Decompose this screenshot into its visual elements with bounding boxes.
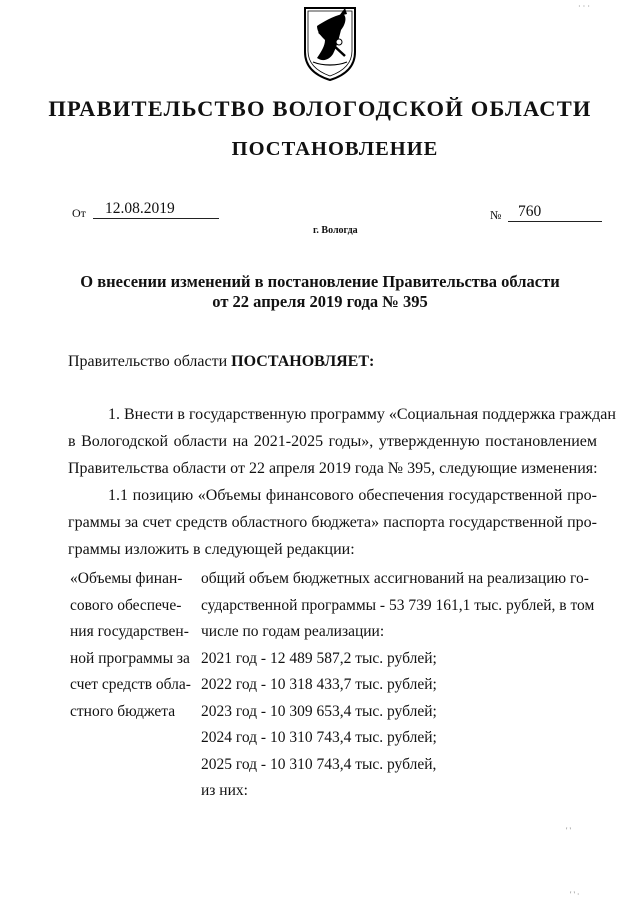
table-right-line: 2021 год - 12 489 587,2 тыс. рублей; [201,649,437,667]
decree-subject [0,272,640,312]
p1-line-2: в Вологодской области на 2021-2025 годы», утвержденную постановлением [68,433,597,450]
table-left-line: «Объемы финан- [70,570,183,587]
table-left-line: счет средств обла- [70,676,191,693]
decree-text: Правительство области [68,353,228,370]
table-left-line: стного бюджета [70,702,176,720]
p1-line-3: Правительства области от 22 апреля 2019 года № 395, следующие изменения: [68,460,598,477]
p2-line-1: 1.1 позицию «Объемы финансового обеспечения государственной про- [108,487,597,504]
p2-line-2: граммы за счет средств областного бюджета» паспорта государственной про- [68,514,597,531]
table-left-line: ной программы за [70,649,190,667]
table-left-column [70,566,191,725]
government-title: ПРАВИТЕЛЬСТВО ВОЛОГОДСКОЙ ОБЛАСТИ [48,96,592,121]
table-right-column [201,566,594,805]
subject-line-2: от 22 апреля 2019 года № 395 [212,292,428,311]
scan-mark: ' ' [566,826,571,835]
table-right-line: из них: [201,782,248,799]
p1-line-1: 1. Внести в государственную программу «Социальная поддержка граждан [108,406,616,423]
document-type: ПОСТАНОВЛЕНИЕ [231,138,439,160]
table-right-line: общий объем бюджетных ассигнований на реализацию го- [201,570,589,587]
table-left-line: сового обеспече- [70,596,182,614]
table-right-line: 2024 год - 10 310 743,4 тыс. рублей; [201,729,437,746]
subject-line-1: О внесении изменений в постановление Правительства области [80,272,560,291]
scan-mark: ' ' · [570,890,580,899]
table-right-line: сударственной программы - 53 739 161,1 тыс. рублей, в том [201,596,595,614]
decree-bold: ПОСТАНОВЛЯЕТ: [231,353,375,370]
p2-line-3: граммы изложить в следующей редакции: [68,541,355,558]
table-right-line: 2025 год - 10 310 743,4 тыс. рублей, [201,755,437,773]
table-right-line: 2023 год - 10 309 653,4 тыс. рублей; [201,702,437,720]
date-prefix: От [72,206,86,220]
table-left-line: ния государствен- [70,623,189,640]
coat-of-arms-icon [299,2,361,82]
number-prefix: № [490,208,502,222]
table-right-line: 2022 год - 10 318 433,7 тыс. рублей; [201,676,437,693]
city-label: г. Вологда [313,225,358,236]
table-right-line: числе по годам реализации: [201,623,385,640]
scan-mark: · · · [578,2,590,11]
decree-number: 760 [508,203,602,222]
decree-phrase [68,353,374,371]
decree-date: 12.08.2019 [93,200,219,219]
